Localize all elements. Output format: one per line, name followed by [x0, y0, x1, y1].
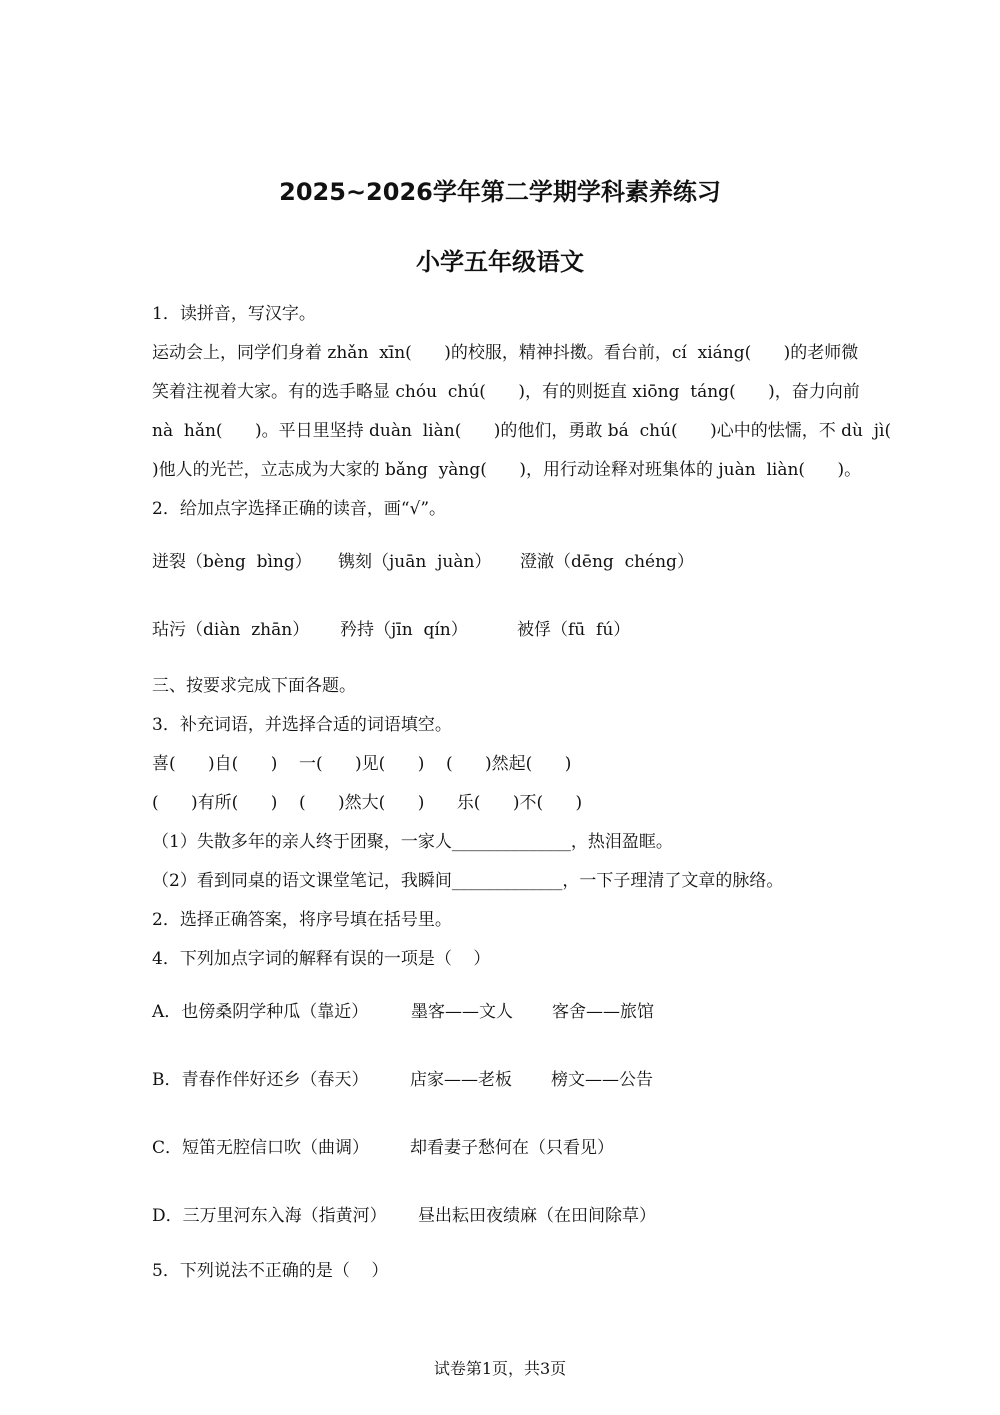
q3-sentence-2: （2）看到同桌的语文课堂笔记，我瞬间_____________，一下子理清了文章的脉络。	[152, 871, 784, 891]
section-3-heading: 三、按要求完成下面各题。	[152, 676, 356, 696]
q2-item-6: 被俘（fū fú）	[517, 620, 631, 640]
q4-option-b-word-2: 榜文——公告	[551, 1070, 653, 1090]
q2-heading: 2．给加点字选择正确的读音，画“√”。	[152, 499, 447, 519]
q2-item-1: 迸裂（bèng bìng）	[152, 552, 312, 572]
q4-option-d: D．三万里河东入海（指黄河）	[152, 1206, 387, 1226]
q2-item-2: 镌刻（juān juàn）	[338, 552, 492, 572]
q2-item-5: 矜持（jīn qín）	[340, 620, 468, 640]
q4-option-a-word-1: 墨客——文人	[411, 1002, 513, 1022]
choose-heading: 2．选择正确答案，将序号填在括号里。	[152, 910, 452, 930]
exam-title: 2025~2026学年第二学期学科素养练习	[279, 178, 721, 206]
q4-option-c-word-1: 却看妻子愁何在（只看见）	[410, 1138, 614, 1158]
q4-option-b: B．青春作伴好还乡（春天）	[152, 1070, 369, 1090]
page-footer: 试卷第1页，共3页	[433, 1359, 567, 1378]
q4-option-b-word-1: 店家——老板	[410, 1070, 512, 1090]
q3-heading: 3．补充词语，并选择合适的词语填空。	[152, 715, 452, 735]
q4-option-a-word-2: 客舍——旅馆	[552, 1002, 654, 1022]
q2-item-3: 澄澈（dēng chéng）	[520, 552, 694, 572]
exam-subtitle: 小学五年级语文	[416, 248, 584, 276]
q2-item-4: 玷污（diàn zhān）	[152, 620, 310, 640]
q1-heading: 1．读拼音，写汉字。	[152, 304, 316, 324]
q1-line-4: )他人的光芒，立志成为大家的 bǎng yàng( )，用行动诠释对班集体的 juàn liàn( )。	[152, 460, 862, 480]
q4-option-a: A．也傍桑阴学种瓜（靠近）	[152, 1002, 369, 1022]
q1-line-2: 笑着注视着大家。有的选手略显 chóu chú( )，有的则挺直 xiōng táng( )，奋力向前	[152, 382, 860, 402]
q1-line-3: nà hǎn( )。平日里坚持 duàn liàn( )的他们，勇敢 bá chú( )心中的怯懦，不 dù jì(	[152, 421, 892, 441]
q3-word-row-2: ( )有所( ) ( )然大( ) 乐( )不( )	[152, 793, 583, 813]
q3-word-row-1: 喜( )自( ) 一( )见( ) ( )然起( )	[152, 754, 572, 774]
q5-heading: 5．下列说法不正确的是（ ）	[152, 1261, 389, 1281]
q4-option-d-word-1: 昼出耘田夜绩麻（在田间除草）	[418, 1206, 656, 1226]
q1-line-1: 运动会上，同学们身着 zhǎn xīn( )的校服，精神抖擞。看台前，cí xiáng( )的老师微	[152, 343, 859, 363]
q4-option-c: C．短笛无腔信口吹（曲调）	[152, 1138, 370, 1158]
q4-heading: 4．下列加点字词的解释有误的一项是（ ）	[152, 949, 491, 969]
q3-sentence-1: （1）失散多年的亲人终于团聚，一家人______________，热泪盈眶。	[152, 832, 673, 852]
